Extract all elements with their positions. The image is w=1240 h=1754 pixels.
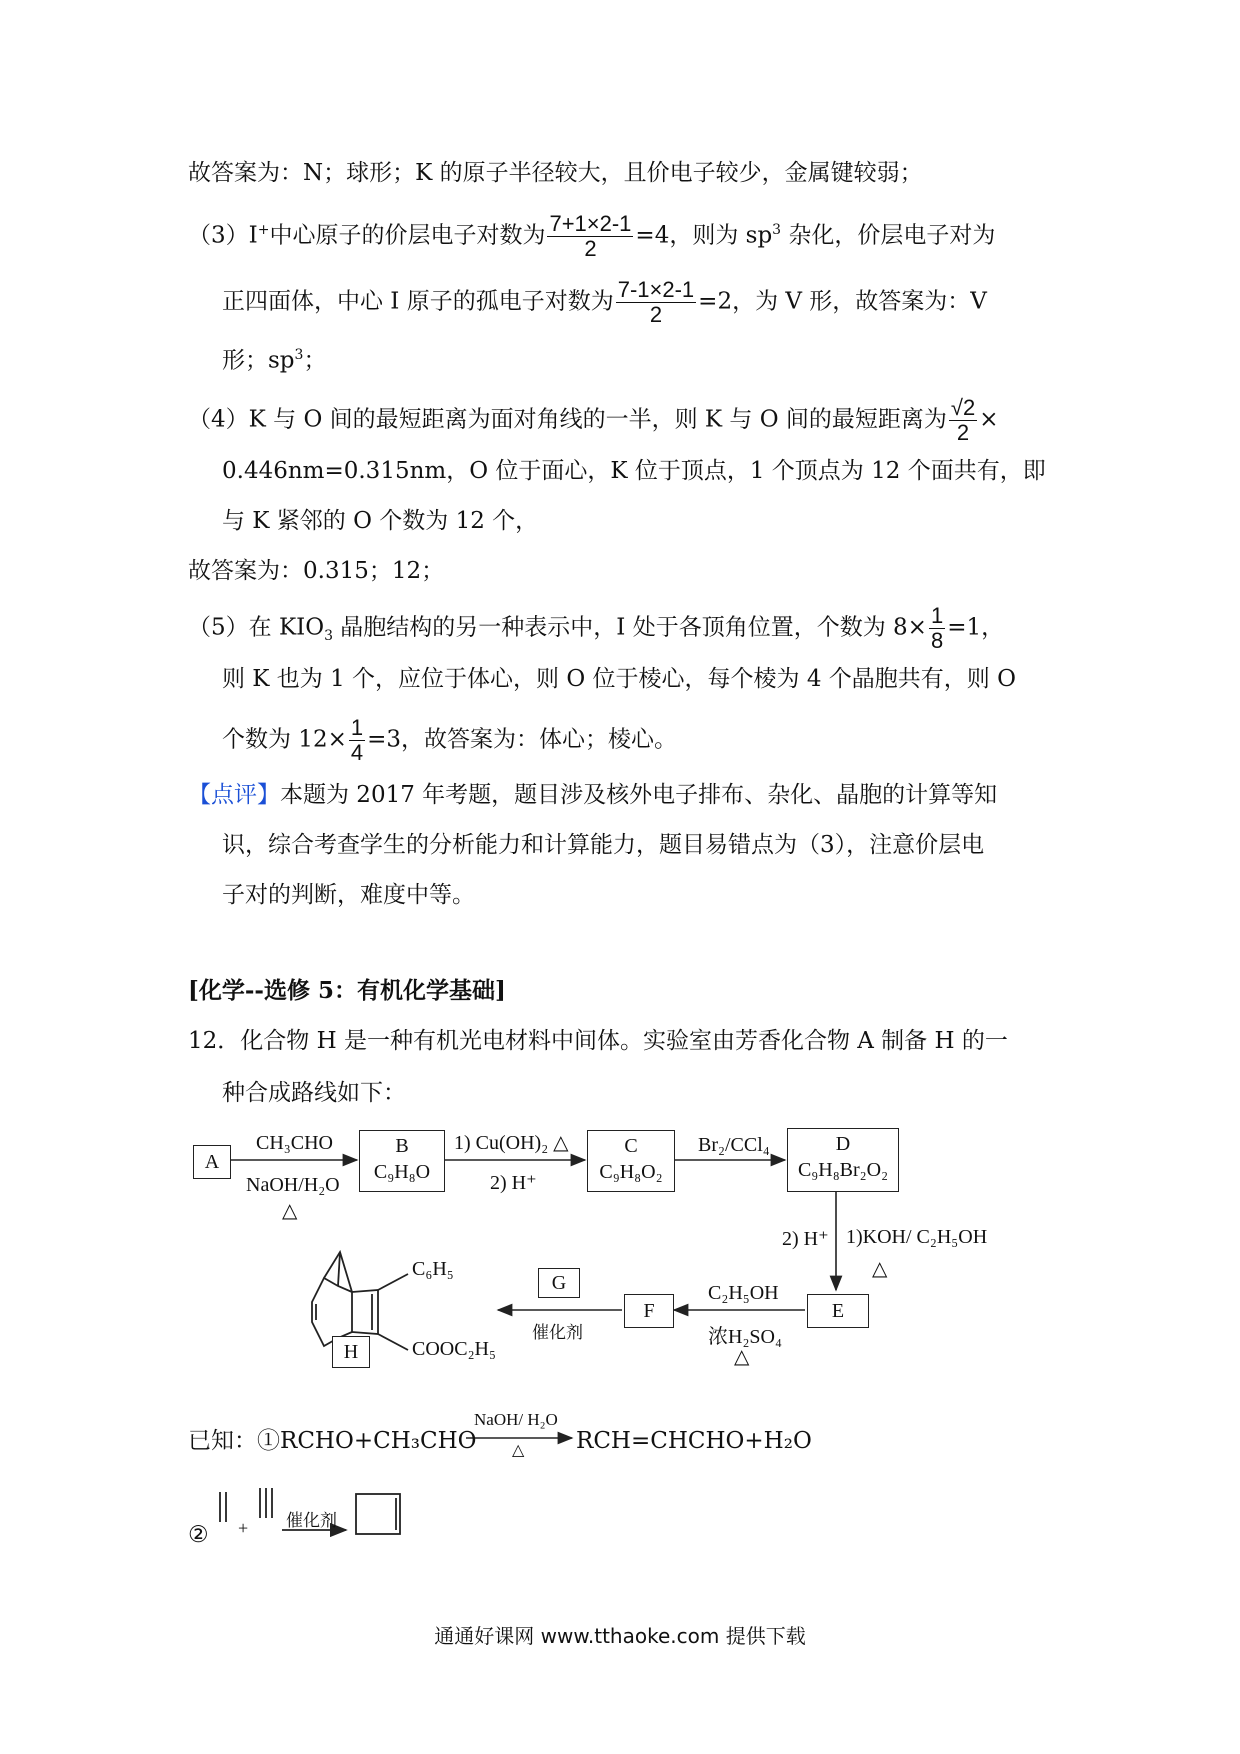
known-2-catalyst: 催化剂 <box>286 1511 337 1531</box>
label-ab-top: CH₃CHO <box>256 1132 333 1154</box>
fraction-q5-2: $\frac{1}{4}$ <box>350 715 364 765</box>
label-h-ester: COOC₂H₅ <box>412 1338 496 1360</box>
compound-g-box: G <box>538 1268 580 1298</box>
q3-line-3: 形；$sp^3$； <box>222 347 327 374</box>
q4-line-1: （4）K 与 O 间的最短距离为面对角线的一半，则 K 与 O 间的最短距离为 $\frac{√2}{2}$ × <box>188 395 999 445</box>
fraction-q3-2: $\frac{7-1\times 2-1}{2}$ <box>617 277 695 327</box>
fraction-q3-1: $\frac{7+1\times 2-1}{2}$ <box>549 211 632 261</box>
compound-b-box: B C₉H₈O <box>359 1130 445 1192</box>
compound-f-box: F <box>624 1294 674 1328</box>
label-ef-heat: △ <box>734 1346 750 1368</box>
label-ef-top: C₂H₅OH <box>708 1282 779 1304</box>
label-bc-bottom: 2) H⁺ <box>490 1172 537 1194</box>
q3-line-2: 正四面体，中心 I 原子的孤电子对数为 $\frac{7-1\times 2-1}{2}$ =2，为 V 形，故答案为：V <box>222 277 987 327</box>
label-cd-top: Br₂/CCl₄ <box>698 1134 770 1156</box>
comment-line-1: 【点评】本题为 2017 年考题，题目涉及核外电子排布、杂化、晶胞的计算等知 <box>188 782 998 808</box>
comment-tag: 【点评】 <box>188 782 280 808</box>
answer-line-2: 故答案为：N；球形；K 的原子半径较大，且价电子较少，金属键较弱； <box>188 160 923 186</box>
compound-d-box: D C₉H₈Br₂O₂ <box>787 1128 899 1192</box>
compound-c-box: C C₉H₈O₂ <box>587 1130 675 1192</box>
q4-answer: 故答案为：0.315；12； <box>188 558 445 584</box>
label-de-heat: △ <box>872 1258 888 1280</box>
compound-e-box: E <box>807 1294 869 1328</box>
known-2-plus: + <box>238 1518 249 1538</box>
q3-line-1: （3）I+中心原子的价层电子对数为 $\frac{7+1\times 2-1}{2}$ =4，则为 $sp^3$ 杂化，价层电子对为 <box>188 211 996 261</box>
q5-line-3: 个数为 12× $\frac{1}{4}$ =3，故答案为：体心；棱心。 <box>222 715 678 765</box>
section-title: [化学--选修 5：有机化学基础] <box>188 977 506 1004</box>
label-de-left: 2) H⁺ <box>782 1228 829 1250</box>
label-gh-catalyst: 催化剂 <box>532 1323 583 1343</box>
fraction-q4: $\frac{√2}{2}$ <box>950 395 976 445</box>
comment-line-3: 子对的判断，难度中等。 <box>222 882 475 908</box>
q5-line-2: 则 K 也为 1 个，应位于体心，则 O 位于棱心，每个棱为 4 个晶胞共有，则 O <box>222 666 1016 692</box>
q12-line-1: 12．化合物 H 是一种有机光电材料中间体。实验室由芳香化合物 A 制备 H 的一 <box>188 1028 1008 1054</box>
label-bc-top: 1) Cu(OH)₂ △ <box>454 1132 569 1154</box>
known-2-number: ② <box>188 1522 209 1548</box>
q12-line-2: 种合成路线如下： <box>222 1080 406 1106</box>
q5-line-1: （5）在 $KIO_3$ 晶胞结构的另一种表示中，I 处于各顶角位置，个数为 8× $\frac{1}{8}$ =1， <box>188 603 1005 653</box>
label-de-right: 1)KOH/ C₂H₅OH <box>846 1226 988 1248</box>
label-h-phenyl: C₆H₅ <box>412 1258 454 1280</box>
q4-line-3: 与 K 紧邻的 O 个数为 12 个， <box>222 508 539 534</box>
known-1-left: 已知：①RCHO+CH₃CHO <box>188 1428 477 1454</box>
compound-h-box: H <box>332 1336 370 1368</box>
compound-a-box: A <box>193 1145 231 1179</box>
known-1-right: RCH=CHCHO+H₂O <box>576 1428 812 1454</box>
label-ab-heat: △ <box>282 1200 298 1222</box>
label-ab-bottom: NaOH/H₂O <box>246 1174 340 1196</box>
label-ef-bottom: 浓H₂SO₄ <box>708 1326 782 1348</box>
page-footer: 通通好课网 www.tthaoke.com 提供下载 <box>434 1624 806 1648</box>
comment-line-2: 识，综合考查学生的分析能力和计算能力，题目易错点为（3），注意价层电 <box>222 832 985 858</box>
q4-line-2: 0.446nm=0.315nm，O 位于面心，K 位于顶点，1 个顶点为 12 个面共有，即 <box>222 458 1046 484</box>
fraction-q5-1: $\frac{1}{8}$ <box>930 603 944 653</box>
known-1-arrow-bottom: △ <box>512 1442 525 1459</box>
known-1-arrow-top: NaOH/ H₂O <box>474 1410 558 1429</box>
